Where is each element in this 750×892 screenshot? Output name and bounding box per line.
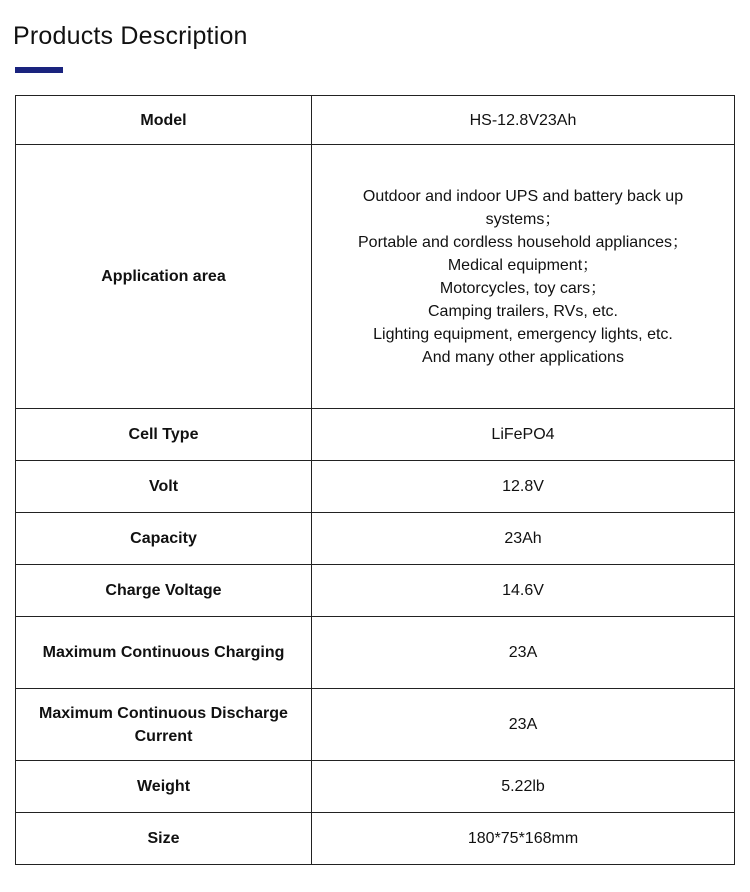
page-title: Products Description <box>13 22 248 50</box>
table-row <box>16 813 735 865</box>
spec-table <box>15 95 735 865</box>
table-row <box>16 96 735 145</box>
row-label-capacity: Capacity <box>16 513 312 565</box>
row-value-charge-voltage: 14.6V <box>312 565 735 617</box>
row-value-max-continuous-discharge: 23A <box>312 689 735 761</box>
table-row <box>16 513 735 565</box>
table-row <box>16 409 735 461</box>
row-value-volt: 12.8V <box>312 461 735 513</box>
row-value-max-continuous-charging: 23A <box>312 617 735 689</box>
row-value-weight: 5.22lb <box>312 761 735 813</box>
row-label-weight: Weight <box>16 761 312 813</box>
row-label-application-area: Application area <box>16 145 312 409</box>
row-value-application-area <box>312 145 735 409</box>
application-line: Medical equipment； <box>447 256 599 274</box>
row-label-charge-voltage: Charge Voltage <box>16 565 312 617</box>
row-label-cell-type: Cell Type <box>16 409 312 461</box>
row-label-max-continuous-discharge: Maximum Continuous Discharge Current <box>16 689 312 761</box>
table-row <box>16 761 735 813</box>
row-value-capacity: 23Ah <box>312 513 735 565</box>
row-value-model: HS-12.8V23Ah <box>312 96 735 145</box>
row-label-size: Size <box>16 813 312 865</box>
application-line: Outdoor and indoor UPS and battery back up systems； <box>362 187 684 228</box>
row-value-size: 180*75*168mm <box>312 813 735 865</box>
title-underline <box>15 67 63 73</box>
row-label-volt: Volt <box>16 461 312 513</box>
table-row <box>16 689 735 761</box>
row-value-cell-type: LiFePO4 <box>312 409 735 461</box>
application-line: Lighting equipment, emergency lights, etc. <box>373 325 673 343</box>
application-line: Portable and cordless household appliances； <box>358 233 688 251</box>
table-row <box>16 461 735 513</box>
application-line: Camping trailers, RVs, etc. <box>428 302 618 320</box>
table-row <box>16 617 735 689</box>
row-label-model: Model <box>16 96 312 145</box>
table-row <box>16 145 735 409</box>
row-label-max-continuous-charging: Maximum Continuous Charging <box>16 617 312 689</box>
table-row <box>16 565 735 617</box>
application-line: Motorcycles, toy cars； <box>439 279 607 297</box>
application-line: And many other applications <box>422 348 624 366</box>
